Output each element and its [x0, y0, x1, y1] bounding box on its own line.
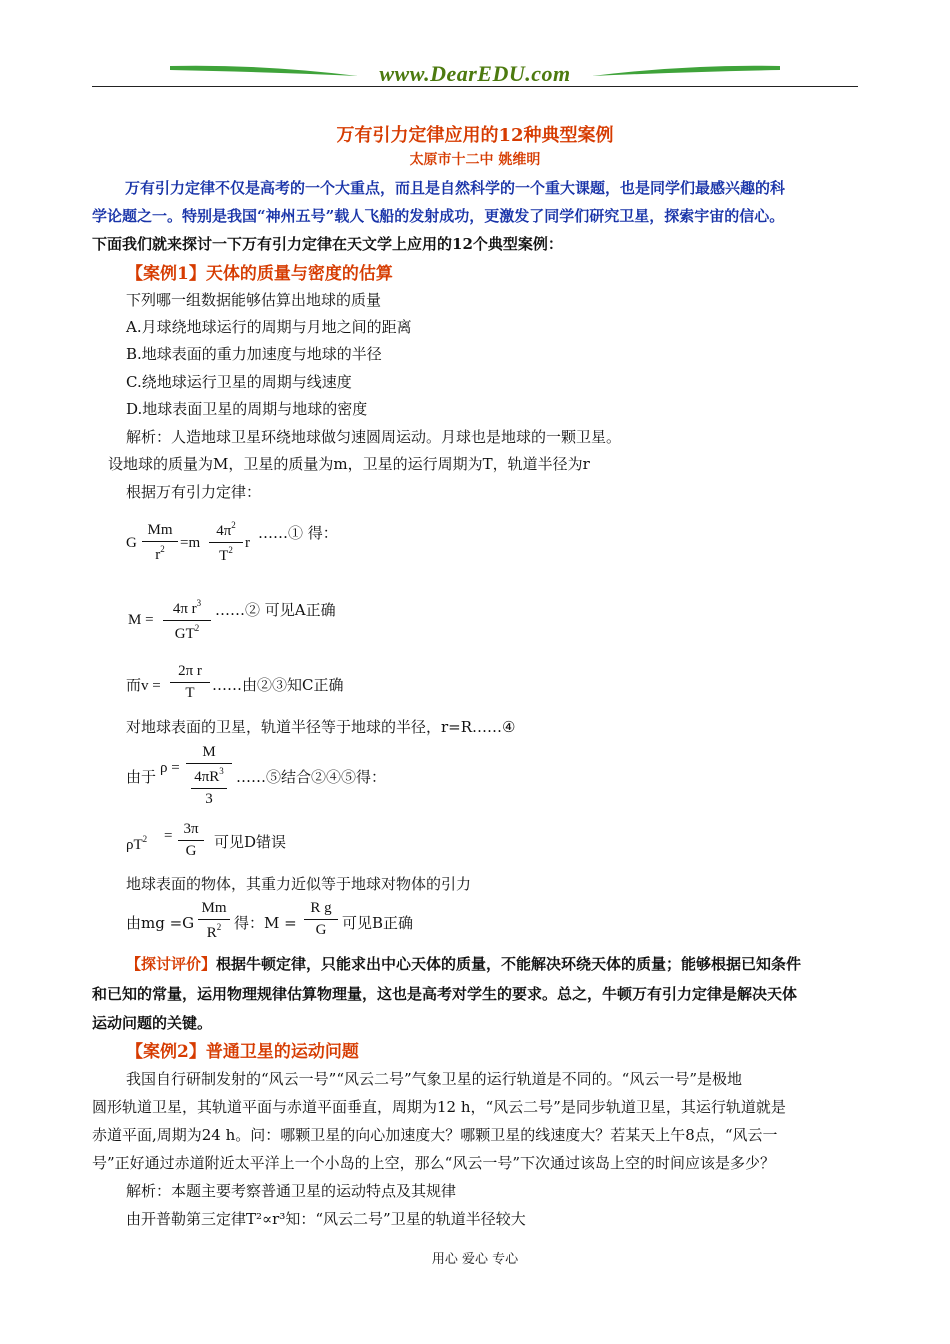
case1-option-a: A.月球绕地球运行的周期与月地之间的距离 [126, 318, 412, 336]
eq4-note: ……⑤结合②④⑤得： [236, 768, 387, 786]
eq4-lhs: ρ = [160, 760, 180, 776]
document-title: 万有引力定律应用的12种典型案例 [336, 125, 614, 146]
eq6-prefix: 由mg =G [126, 914, 195, 932]
eq3-note: ……由②③知C正确 [212, 676, 344, 694]
case1-solution-1: 解析：人造地球卫星环绕地球做匀速圆周运动。月球也是地球的一颗卫星。 [126, 428, 622, 446]
case2-solution-2: 由开普勒第三定律T²∝r³知：“风云二号”卫星的轨道半径较大 [126, 1210, 526, 1228]
right-swoosh-decoration [590, 62, 780, 80]
eq3-lhs: 而v = [126, 678, 161, 694]
case2-paragraph-3: 赤道平面,周期为24 h。问：哪颗卫星的向心加速度大？哪颗卫星的线速度大？若某天上午8点，“风云一 [92, 1126, 778, 1144]
eq1-lhs: G [126, 535, 137, 551]
case1-solution-3: 根据万有引力定律： [126, 483, 262, 501]
site-logo: www.DearEDU.com [379, 61, 571, 86]
page-footer: 用心 爱心 专心 [431, 1252, 519, 1267]
case1-question: 下列哪一组数据能够估算出地球的质量 [126, 291, 382, 309]
eq6-note: 可见B正确 [342, 914, 414, 932]
case2-paragraph-2: 圆形轨道卫星，其轨道平面与赤道平面垂直，周期为12 h，“风云二号”是同步轨道卫星，其运行轨道就是 [92, 1098, 786, 1116]
eq6-fraction-1: Mm $R^2$ [198, 900, 230, 942]
case1-option-b: B.地球表面的重力加速度与地球的半径 [126, 345, 382, 363]
eq5-equals: = [164, 828, 173, 844]
case1-solution-2: 设地球的质量为M，卫星的质量为m，卫星的运行周期为T，轨道半径为r [108, 455, 590, 473]
eq1-note: ……① 得： [258, 524, 338, 542]
eq6-fraction-2: R g G [304, 900, 338, 939]
eq2-note: ……② 可见A正确 [215, 601, 336, 619]
case1-solution-5: 地球表面的物体，其重力近似等于地球对物体的引力 [126, 875, 472, 893]
case1-heading: 【案例1】天体的质量与密度的估算 [126, 264, 393, 284]
eq1-mid: =m [180, 535, 201, 551]
case2-paragraph-1: 我国自行研制发射的“风云一号”“风云二号”气象卫星的运行轨道是不同的。“风云一号”是极地 [126, 1070, 743, 1088]
eq5-fraction: 3π G [178, 821, 204, 860]
eq6-mid: 得：M = [234, 914, 297, 932]
case1-evaluation-line-3: 运动问题的关键。 [92, 1014, 213, 1032]
eq2-lhs: M = [128, 612, 154, 628]
case2-heading: 【案例2】普通卫星的运动问题 [126, 1042, 359, 1062]
case1-evaluation-line-1: 【探讨评价】根据牛顿定律，只能求出中心天体的质量，不能解决环绕天体的质量；能够根据已知条件 [126, 955, 802, 973]
case1-option-c: C.绕地球运行卫星的周期与线速度 [126, 373, 352, 391]
header-rule [92, 86, 858, 87]
evaluation-label: 【探讨评价】 [126, 955, 217, 973]
eq4-fraction: M $4\pi R^3$ 3 [186, 744, 232, 808]
intro-line-1: 万有引力定律不仅是高考的一个大重点，而且是自然科学的一个重大课题，也是同学们最感兴趣的科 [125, 179, 786, 197]
case1-solution-4: 对地球表面的卫星，轨道半径等于地球的半径，r=R……④ [126, 718, 516, 736]
case2-solution-1: 解析：本题主要考察普通卫星的运动特点及其规律 [126, 1182, 457, 1200]
left-swoosh-decoration [170, 62, 360, 80]
eq2-fraction: 4π $r^3$ $GT^2$ [163, 598, 211, 643]
intro-line-3: 下面我们就来探讨一下万有引力定律在天文学上应用的12个典型案例： [92, 235, 563, 253]
eq1-fraction-2: $4\pi^2$ $T^2$ [209, 520, 243, 565]
case1-evaluation-line-2: 和已知的常量，运用物理规律估算物理量，这也是高考对学生的要求。总之，牛顿万有引力定律是解决天体 [92, 985, 798, 1003]
eq5-note: 可见D错误 [214, 833, 287, 851]
eq5-lhs: $\rho T^2$ [126, 834, 148, 853]
document-author: 太原市十二中 姚维明 [409, 152, 541, 168]
case1-option-d: D.地球表面卫星的周期与地球的密度 [126, 400, 368, 418]
eq1-fraction-1: Mm $r^2$ [142, 522, 178, 564]
case2-paragraph-4: 号”正好通过赤道附近太平洋上一个小岛的上空，那么“风云一号”下次通过该岛上空的时间应该是多少？ [92, 1154, 776, 1172]
eq4-prefix: 由于 [126, 768, 157, 786]
eq3-fraction: 2π r T [170, 663, 210, 702]
intro-line-2: 学论题之一。特别是我国“神州五号”载人飞船的发射成功，更激发了同学们研究卫星，探索宇宙的信心。 [92, 207, 785, 225]
eq1-tail: r [245, 535, 250, 551]
